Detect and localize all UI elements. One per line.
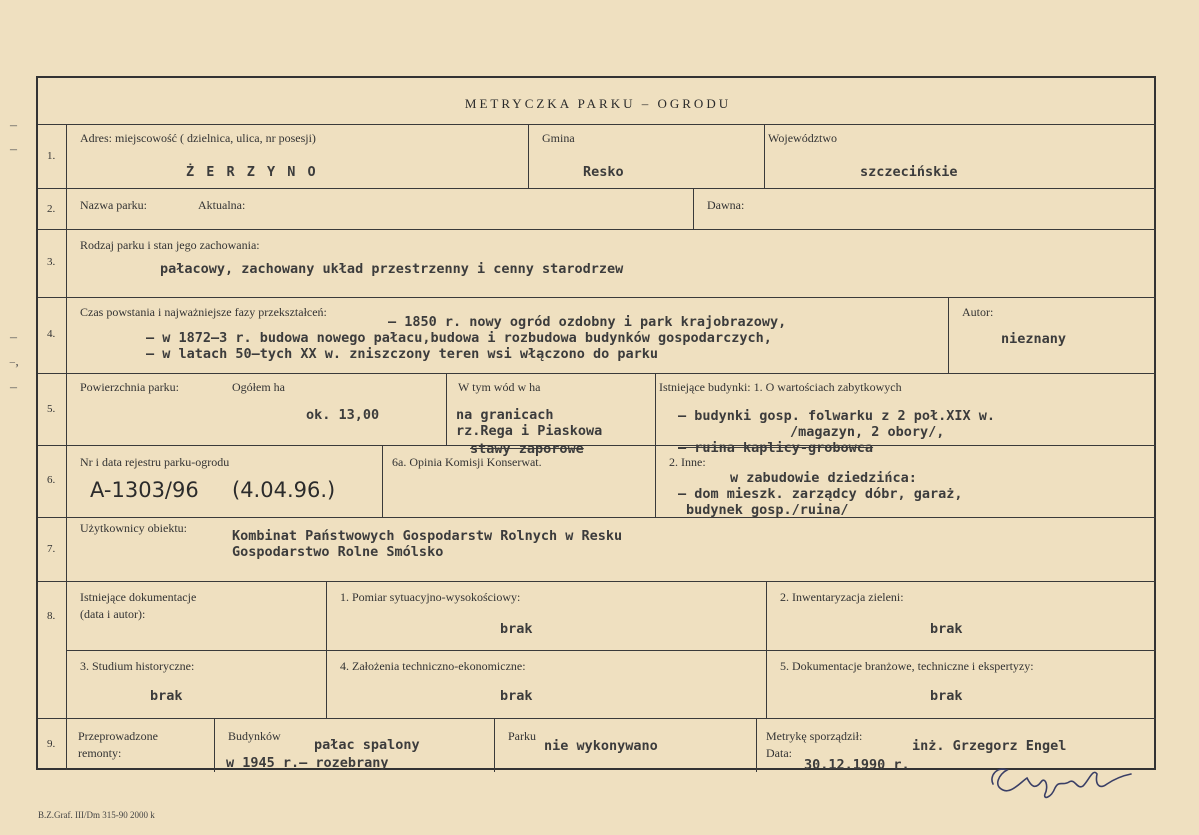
card-title: METRYCZKA PARKU – OGRODU bbox=[464, 96, 732, 111]
number-column-line bbox=[66, 124, 67, 770]
total-area-value: ok. 13,00 bbox=[306, 407, 380, 423]
users-label: Użytkownicy obiektu: bbox=[80, 521, 187, 535]
history-line-2: – w 1872–3 r. budowa nowego pałacu,budowa i rozbudowa budynków gospodarczych, bbox=[146, 330, 772, 346]
cell-divider bbox=[528, 124, 529, 188]
building-repairs-line-1: pałac spalony bbox=[314, 737, 420, 753]
author-value: nieznany bbox=[1001, 331, 1067, 347]
park-repairs-value: nie wykonywano bbox=[544, 738, 658, 754]
other-line-2: – dom mieszk. zarządcy dóbr, garaż, bbox=[678, 486, 963, 502]
row-divider bbox=[38, 297, 1156, 298]
greenery-inventory-label: 2. Inwentaryzacja zieleni: bbox=[780, 590, 904, 604]
other-line-1: w zabudowie dziedzińca: bbox=[730, 470, 917, 486]
park-record-card bbox=[36, 76, 1156, 773]
cell-divider bbox=[655, 445, 656, 517]
documentation-sublabel: (data i autor): bbox=[80, 607, 146, 621]
historical-study-value: brak bbox=[150, 688, 183, 704]
survey-value: brak bbox=[500, 621, 533, 637]
other-buildings-label: 2. Inne: bbox=[669, 455, 706, 469]
documentation-label: Istniejące dokumentacje bbox=[80, 590, 197, 604]
row-number: 1. bbox=[47, 150, 56, 162]
park-name-label: Nazwa parku: bbox=[80, 198, 147, 212]
signature bbox=[985, 756, 1135, 806]
buildings-line-2: /magazyn, 2 obory/, bbox=[790, 424, 945, 440]
prepared-by-label: Metrykę sporządził: bbox=[766, 729, 863, 743]
address-label: Adres: miejscowość ( dzielnica, ulica, nr posesji) bbox=[80, 131, 316, 145]
cell-divider bbox=[446, 373, 447, 445]
address-value: Ż E R Z Y N O bbox=[186, 164, 318, 180]
gmina-label: Gmina bbox=[542, 131, 575, 145]
row-divider bbox=[38, 188, 1156, 189]
other-line-3: budynek gosp./ruina/ bbox=[686, 502, 849, 518]
historical-study-label: 3. Studium historyczne: bbox=[80, 659, 195, 673]
gmina-value: Resko bbox=[583, 164, 624, 180]
water-line-2: rz.Rega i Piaskowa bbox=[456, 423, 603, 439]
row-divider bbox=[66, 650, 1156, 651]
history-line-1: – 1850 r. nowy ogród ozdobny i park krajobrazowy, bbox=[388, 314, 787, 330]
row-number: 3. bbox=[47, 256, 56, 268]
cell-divider bbox=[693, 188, 694, 229]
date-label: Data: bbox=[766, 746, 792, 760]
users-line-1: Kombinat Państwowych Gospodarstw Rolnych w Resku bbox=[232, 528, 623, 544]
cell-divider bbox=[764, 124, 765, 188]
greenery-inventory-value: brak bbox=[930, 621, 963, 637]
prepared-by-value: inż. Grzegorz Engel bbox=[912, 738, 1067, 754]
voivodeship-label: Województwo bbox=[768, 131, 838, 145]
water-line-1: na granicach bbox=[456, 407, 554, 423]
total-area-label: Ogółem ha bbox=[232, 380, 285, 394]
commission-opinion-label: 6a. Opinia Komisji Konserwat. bbox=[392, 455, 542, 469]
cell-divider bbox=[494, 718, 495, 772]
register-number: A-1303/96 bbox=[90, 478, 199, 502]
repairs-label: Przeprowadzone bbox=[78, 729, 158, 743]
row-divider bbox=[38, 124, 1156, 125]
park-repairs-label: Parku bbox=[508, 729, 536, 743]
row-divider bbox=[38, 445, 1156, 446]
current-name-label: Aktualna: bbox=[198, 198, 246, 212]
punch-mark: – bbox=[10, 142, 17, 157]
row-number: 9. bbox=[47, 738, 56, 750]
row-number: 2. bbox=[47, 203, 56, 215]
building-repairs-label: Budynków bbox=[228, 729, 281, 743]
author-label: Autor: bbox=[962, 305, 994, 319]
row-number: 5. bbox=[47, 403, 56, 415]
former-name-label: Dawna: bbox=[707, 198, 745, 212]
buildings-line-1: – budynki gosp. folwarku z 2 poł.XIX w. bbox=[678, 408, 995, 424]
users-line-2: Gospodarstwo Rolne Smólsko bbox=[232, 544, 444, 560]
row-number: 4. bbox=[47, 328, 56, 340]
cell-divider bbox=[756, 718, 757, 772]
row-divider bbox=[38, 581, 1156, 582]
row-divider bbox=[38, 373, 1156, 374]
history-label: Czas powstania i najważniejsze fazy przekształceń: bbox=[80, 305, 327, 319]
punch-mark: – bbox=[10, 118, 17, 133]
park-type-label: Rodzaj parku i stan jego zachowania: bbox=[80, 238, 260, 252]
history-line-3: – w latach 50–tych XX w. zniszczony teren wsi włączono do parku bbox=[146, 346, 659, 362]
cell-divider bbox=[326, 581, 327, 718]
date-value: 30.12.1990 r. bbox=[804, 757, 910, 773]
punch-mark: – bbox=[10, 330, 17, 345]
water-area-label: W tym wód w ha bbox=[458, 380, 541, 394]
register-date: (4.04.96.) bbox=[232, 478, 336, 502]
industry-docs-value: brak bbox=[930, 688, 963, 704]
industry-docs-label: 5. Dokumentacje branżowe, techniczne i ekspertyzy: bbox=[780, 659, 1034, 673]
row-divider bbox=[38, 229, 1156, 230]
row-divider bbox=[38, 517, 1156, 518]
tech-econ-value: brak bbox=[500, 688, 533, 704]
row-number: 7. bbox=[47, 543, 56, 555]
cell-divider bbox=[382, 445, 383, 517]
cell-divider bbox=[214, 718, 215, 772]
cell-divider bbox=[655, 373, 656, 445]
row-divider bbox=[38, 718, 1156, 719]
survey-label: 1. Pomiar sytuacyjno-wysokościowy: bbox=[340, 590, 521, 604]
cell-divider bbox=[948, 297, 949, 373]
buildings-label: Istniejące budynki: 1. O wartościach zabytkowych bbox=[659, 380, 902, 394]
register-label: Nr i data rejestru parku-ogrodu bbox=[80, 455, 230, 469]
water-line-3: stawy zaporowe bbox=[470, 441, 584, 457]
area-label: Powierzchnia parku: bbox=[80, 380, 179, 394]
repairs-sublabel: remonty: bbox=[78, 746, 122, 760]
voivodeship-value: szczecińskie bbox=[860, 164, 958, 180]
punch-mark: ‾ʼ bbox=[10, 362, 20, 377]
tech-econ-label: 4. Założenia techniczno-ekonomiczne: bbox=[340, 659, 526, 673]
form-footer: B.Z.Graf. III/Dm 315-90 2000 k bbox=[38, 810, 155, 820]
cell-divider bbox=[766, 581, 767, 718]
park-type-value: pałacowy, zachowany układ przestrzenny i cenny starodrzew bbox=[160, 261, 624, 277]
row-number: 6. bbox=[47, 474, 56, 486]
row-number: 8. bbox=[47, 610, 56, 622]
building-repairs-line-2: w 1945 r.– rozebrany bbox=[226, 755, 389, 771]
buildings-line-3: – ruina kaplicy-grobowca bbox=[678, 440, 874, 456]
punch-mark: – bbox=[10, 380, 17, 395]
